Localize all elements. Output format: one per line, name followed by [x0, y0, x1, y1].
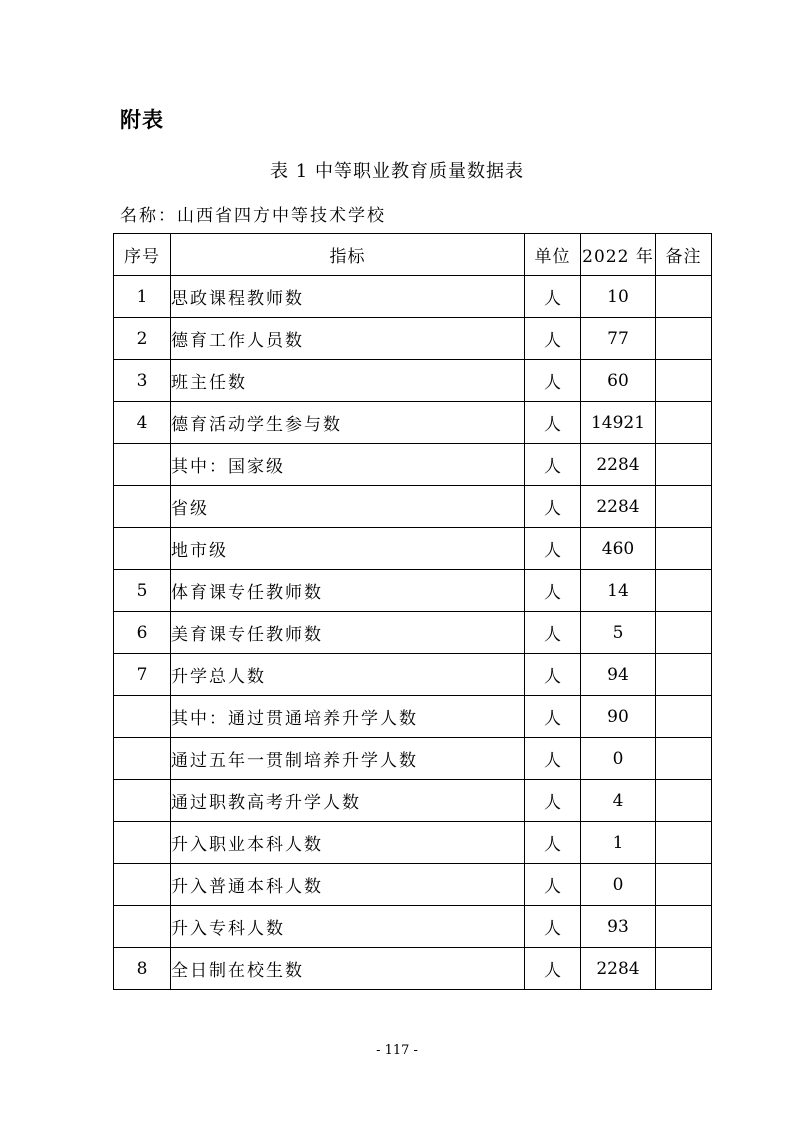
row-indicator: 其中：通过贯通培养升学人数 [171, 696, 525, 738]
row-note [656, 318, 712, 360]
table-row [114, 906, 712, 948]
table-row [114, 822, 712, 864]
row-note [656, 570, 712, 612]
row-indicator: 德育活动学生参与数 [171, 402, 525, 444]
row-unit: 人 [525, 402, 581, 444]
row-value: 2284 [581, 486, 656, 528]
row-unit: 人 [525, 444, 581, 486]
row-number: 1 [114, 276, 171, 318]
row-indicator: 升学总人数 [171, 654, 525, 696]
row-indicator: 通过五年一贯制培养升学人数 [171, 738, 525, 780]
row-note [656, 360, 712, 402]
row-unit: 人 [525, 696, 581, 738]
quality-data-table [113, 233, 712, 990]
row-value: 2284 [581, 444, 656, 486]
row-value: 0 [581, 864, 656, 906]
row-unit: 人 [525, 276, 581, 318]
table-row [114, 780, 712, 822]
row-note [656, 444, 712, 486]
table-row [114, 696, 712, 738]
table-row [114, 444, 712, 486]
row-number: 4 [114, 402, 171, 444]
row-number [114, 906, 171, 948]
row-value: 4 [581, 780, 656, 822]
row-indicator: 省级 [171, 486, 525, 528]
row-note [656, 276, 712, 318]
row-note [656, 528, 712, 570]
row-indicator: 升入普通本科人数 [171, 864, 525, 906]
row-indicator: 全日制在校生数 [171, 948, 525, 990]
row-value: 60 [581, 360, 656, 402]
row-value: 14921 [581, 402, 656, 444]
row-unit: 人 [525, 906, 581, 948]
row-unit: 人 [525, 612, 581, 654]
row-note [656, 654, 712, 696]
row-note [656, 948, 712, 990]
appendix-heading: 附表 [120, 108, 164, 132]
row-number: 7 [114, 654, 171, 696]
row-value: 77 [581, 318, 656, 360]
table-header-row [114, 234, 712, 276]
row-indicator: 班主任数 [171, 360, 525, 402]
row-number: 6 [114, 612, 171, 654]
row-indicator: 体育课专任教师数 [171, 570, 525, 612]
table-row [114, 402, 712, 444]
row-indicator: 升入职业本科人数 [171, 822, 525, 864]
row-note [656, 738, 712, 780]
row-value: 90 [581, 696, 656, 738]
table-row [114, 570, 712, 612]
table-row [114, 738, 712, 780]
row-note [656, 486, 712, 528]
row-indicator: 美育课专任教师数 [171, 612, 525, 654]
row-note [656, 822, 712, 864]
column-header-year: 2022 年 [581, 234, 656, 276]
row-number [114, 738, 171, 780]
row-value: 94 [581, 654, 656, 696]
school-name-line: 名称：山西省四方中等技术学校 [120, 206, 386, 226]
row-indicator: 其中：国家级 [171, 444, 525, 486]
row-unit: 人 [525, 318, 581, 360]
row-indicator: 思政课程教师数 [171, 276, 525, 318]
row-unit: 人 [525, 528, 581, 570]
row-number: 2 [114, 318, 171, 360]
row-unit: 人 [525, 864, 581, 906]
row-indicator: 升入专科人数 [171, 906, 525, 948]
page-number: - 117 - [376, 1043, 418, 1058]
row-unit: 人 [525, 780, 581, 822]
table-row [114, 654, 712, 696]
row-unit: 人 [525, 654, 581, 696]
row-note [656, 864, 712, 906]
table-row [114, 528, 712, 570]
table-row [114, 486, 712, 528]
row-value: 460 [581, 528, 656, 570]
row-note [656, 612, 712, 654]
column-header-no: 序号 [114, 234, 171, 276]
table-title: 表 1 中等职业教育质量数据表 [270, 161, 524, 182]
column-header-indicator: 指标 [171, 234, 525, 276]
row-number [114, 528, 171, 570]
row-note [656, 402, 712, 444]
row-note [656, 906, 712, 948]
row-number [114, 780, 171, 822]
table-row [114, 864, 712, 906]
row-number [114, 822, 171, 864]
row-number [114, 486, 171, 528]
row-indicator: 地市级 [171, 528, 525, 570]
row-number [114, 864, 171, 906]
column-header-unit: 单位 [525, 234, 581, 276]
row-number: 5 [114, 570, 171, 612]
row-number [114, 696, 171, 738]
table-row [114, 360, 712, 402]
table-row [114, 318, 712, 360]
row-value: 10 [581, 276, 656, 318]
row-value: 1 [581, 822, 656, 864]
row-unit: 人 [525, 822, 581, 864]
row-number: 3 [114, 360, 171, 402]
row-unit: 人 [525, 738, 581, 780]
table-row [114, 276, 712, 318]
row-unit: 人 [525, 360, 581, 402]
row-value: 93 [581, 906, 656, 948]
row-note [656, 780, 712, 822]
row-number: 8 [114, 948, 171, 990]
row-unit: 人 [525, 486, 581, 528]
row-indicator: 通过职教高考升学人数 [171, 780, 525, 822]
row-unit: 人 [525, 948, 581, 990]
row-unit: 人 [525, 570, 581, 612]
row-number [114, 444, 171, 486]
row-value: 5 [581, 612, 656, 654]
row-value: 2284 [581, 948, 656, 990]
row-note [656, 696, 712, 738]
table-row [114, 612, 712, 654]
row-indicator: 德育工作人员数 [171, 318, 525, 360]
row-value: 14 [581, 570, 656, 612]
row-value: 0 [581, 738, 656, 780]
column-header-note: 备注 [656, 234, 712, 276]
table-row [114, 948, 712, 990]
